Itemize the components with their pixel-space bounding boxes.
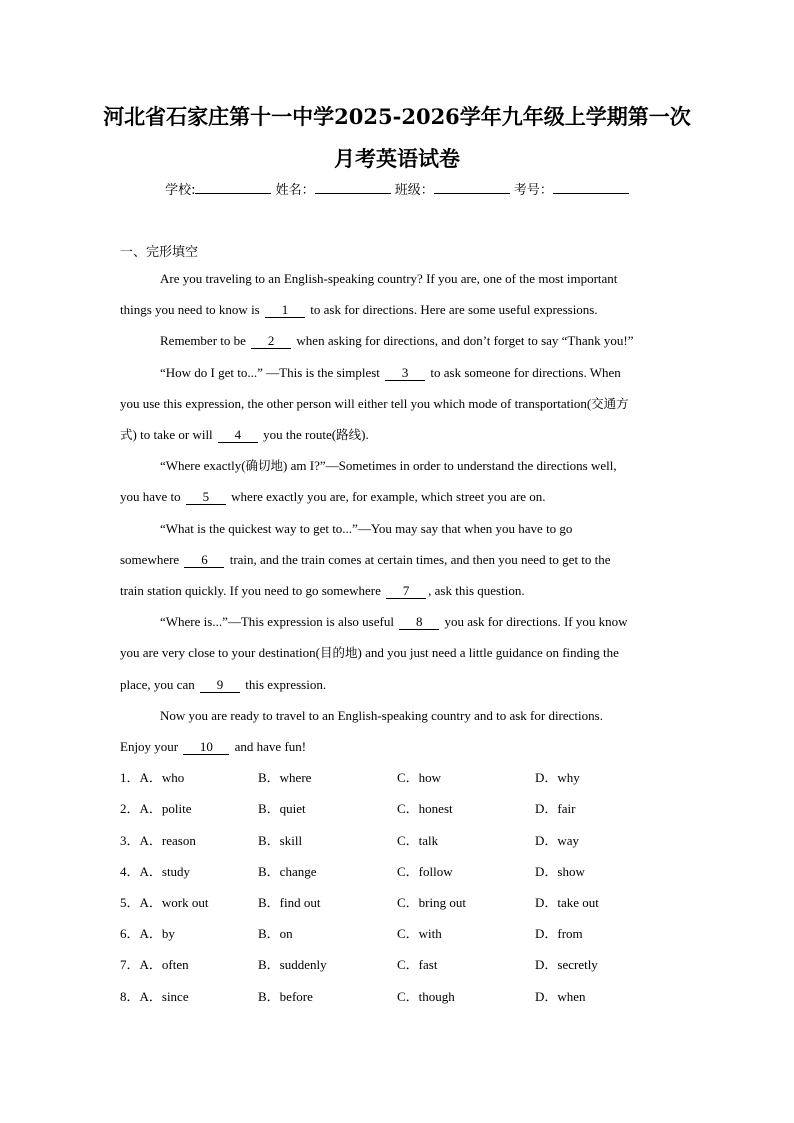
option-a[interactable]: 8．A．since — [120, 989, 189, 1004]
option-d[interactable]: D．way — [535, 833, 580, 848]
passage-text: place, you can — [120, 677, 195, 692]
student-info-row — [0, 181, 794, 200]
option-b[interactable]: B．suddenly — [258, 957, 327, 972]
passage-text: you ask for directions. If you know — [444, 614, 628, 629]
passage-line — [120, 551, 611, 569]
option-b[interactable]: B．find out — [258, 895, 321, 910]
option-d[interactable]: D．fair — [535, 801, 576, 816]
passage-text: when asking for directions, and don’t forget to say “Thank you!” — [296, 333, 634, 348]
school-blank[interactable] — [195, 181, 271, 194]
passage-line — [160, 270, 617, 288]
passage-text: , ask this question. — [428, 583, 525, 598]
option-a[interactable]: 4．A．study — [120, 864, 191, 879]
passage-text: “How do I get to...” —This is the simplest — [160, 365, 380, 380]
exam-title-line2: 月考英语试卷 — [334, 146, 460, 171]
option-c[interactable]: C．fast — [397, 957, 438, 972]
number-blank[interactable] — [553, 181, 629, 194]
passage-line — [160, 613, 628, 631]
passage-text: you the route( — [263, 427, 337, 442]
passage-text: ) am I?”—Sometimes in order to understand the directions well, — [283, 458, 617, 473]
option-a[interactable]: 6．A．by — [120, 926, 175, 941]
passage-text-cjk: 路线 — [336, 427, 362, 442]
name-blank[interactable] — [315, 181, 391, 194]
option-d[interactable]: D．show — [535, 864, 585, 879]
passage-text: and have fun! — [234, 739, 307, 754]
blank-4[interactable]: 4 — [218, 428, 258, 443]
blank-5[interactable]: 5 — [186, 490, 226, 505]
passage-text: to ask someone for directions. When — [430, 365, 621, 380]
passage-text: ). — [361, 427, 369, 442]
option-c[interactable]: C．follow — [397, 864, 453, 879]
option-d[interactable]: D．take out — [535, 895, 599, 910]
passage-text: somewhere — [120, 552, 180, 567]
passage-line — [120, 488, 546, 506]
passage-line — [160, 520, 572, 538]
option-c[interactable]: C．honest — [397, 801, 453, 816]
option-b[interactable]: B．quiet — [258, 801, 306, 816]
passage-line — [160, 332, 634, 350]
passage-text-cjk: 目的地 — [320, 645, 358, 660]
class-label: 班级： — [394, 183, 434, 198]
option-b[interactable]: B．where — [258, 770, 312, 785]
number-label: 考号： — [513, 183, 553, 198]
class-blank[interactable] — [434, 181, 510, 194]
passage-text: Are you traveling to an English-speaking country? If you are, one of the most important — [160, 271, 618, 286]
option-d[interactable]: D．why — [535, 770, 580, 785]
option-a[interactable]: 1．A．who — [120, 770, 185, 785]
passage-text: this expression. — [245, 677, 327, 692]
passage-text: you are very close to your destination( — [120, 645, 320, 660]
blank-1[interactable]: 1 — [265, 303, 305, 318]
blank-2[interactable]: 2 — [251, 334, 291, 349]
option-c[interactable]: C．though — [397, 989, 455, 1004]
passage-line — [160, 457, 617, 475]
passage-text: Now you are ready to travel to an English-speaking country and to ask for directions. — [160, 708, 603, 723]
option-c[interactable]: C．bring out — [397, 895, 466, 910]
passage-line — [120, 738, 306, 756]
option-d[interactable]: D．from — [535, 926, 583, 941]
passage-line — [120, 582, 525, 600]
option-d[interactable]: D．secretly — [535, 957, 598, 972]
passage-text: things you need to know is — [120, 302, 260, 317]
option-c[interactable]: C．how — [397, 770, 442, 785]
passage-text: Enjoy your — [120, 739, 179, 754]
passage-line — [160, 707, 603, 725]
passage-text: ) to take or will — [132, 427, 213, 442]
passage-text: “Where is...”—This expression is also useful — [160, 614, 394, 629]
passage-text-cjk: 交通方 — [591, 396, 629, 411]
option-d[interactable]: D．when — [535, 989, 586, 1004]
passage-text: train station quickly. If you need to go somewhere — [120, 583, 381, 598]
section-title: 一、完形填空 — [120, 245, 199, 260]
option-b[interactable]: B．change — [258, 864, 317, 879]
passage-text: you have to — [120, 489, 181, 504]
passage-text-cjk: 确切地 — [245, 458, 284, 473]
blank-6[interactable]: 6 — [184, 553, 224, 568]
passage-text-cjk: 式 — [120, 427, 133, 442]
exam-title-line1: 河北省石家庄第十一中学2025-2026学年九年级上学期第一次 — [103, 104, 691, 129]
blank-10[interactable]: 10 — [183, 740, 229, 755]
passage-text: “What is the quickest way to get to...”—You may say that when you have to go — [160, 521, 573, 536]
school-label: 学校: — [165, 183, 196, 198]
passage-line — [120, 676, 326, 694]
passage-text: to ask for directions. Here are some useful expressions. — [310, 302, 598, 317]
option-c[interactable]: C．talk — [397, 833, 439, 848]
passage-text: where exactly you are, for example, which street you are on. — [231, 489, 546, 504]
blank-7[interactable]: 7 — [386, 584, 426, 599]
option-c[interactable]: C．with — [397, 926, 442, 941]
name-label: 姓名： — [275, 183, 315, 198]
passage-text: train, and the train comes at certain times, and then you need to get to the — [229, 552, 611, 567]
option-a[interactable]: 3．A．reason — [120, 833, 196, 848]
blank-3[interactable]: 3 — [385, 366, 425, 381]
passage-text: ) and you just need a little guidance on finding the — [357, 645, 619, 660]
option-b[interactable]: B．on — [258, 926, 293, 941]
passage-text: you use this expression, the other person will either tell you which mode of transportation( — [120, 396, 592, 411]
passage-text: Remember to be — [160, 333, 246, 348]
option-b[interactable]: B．skill — [258, 833, 303, 848]
passage-line — [160, 364, 621, 382]
passage-line — [120, 301, 598, 319]
option-a[interactable]: 2．A．polite — [120, 801, 192, 816]
option-a[interactable]: 7．A．often — [120, 957, 189, 972]
option-b[interactable]: B．before — [258, 989, 313, 1004]
blank-8[interactable]: 8 — [399, 615, 439, 630]
passage-line — [120, 395, 629, 413]
passage-line — [120, 426, 369, 444]
passage-text: “Where exactly( — [160, 458, 246, 473]
blank-9[interactable]: 9 — [200, 678, 240, 693]
passage-line — [120, 644, 619, 662]
option-a[interactable]: 5．A．work out — [120, 895, 209, 910]
